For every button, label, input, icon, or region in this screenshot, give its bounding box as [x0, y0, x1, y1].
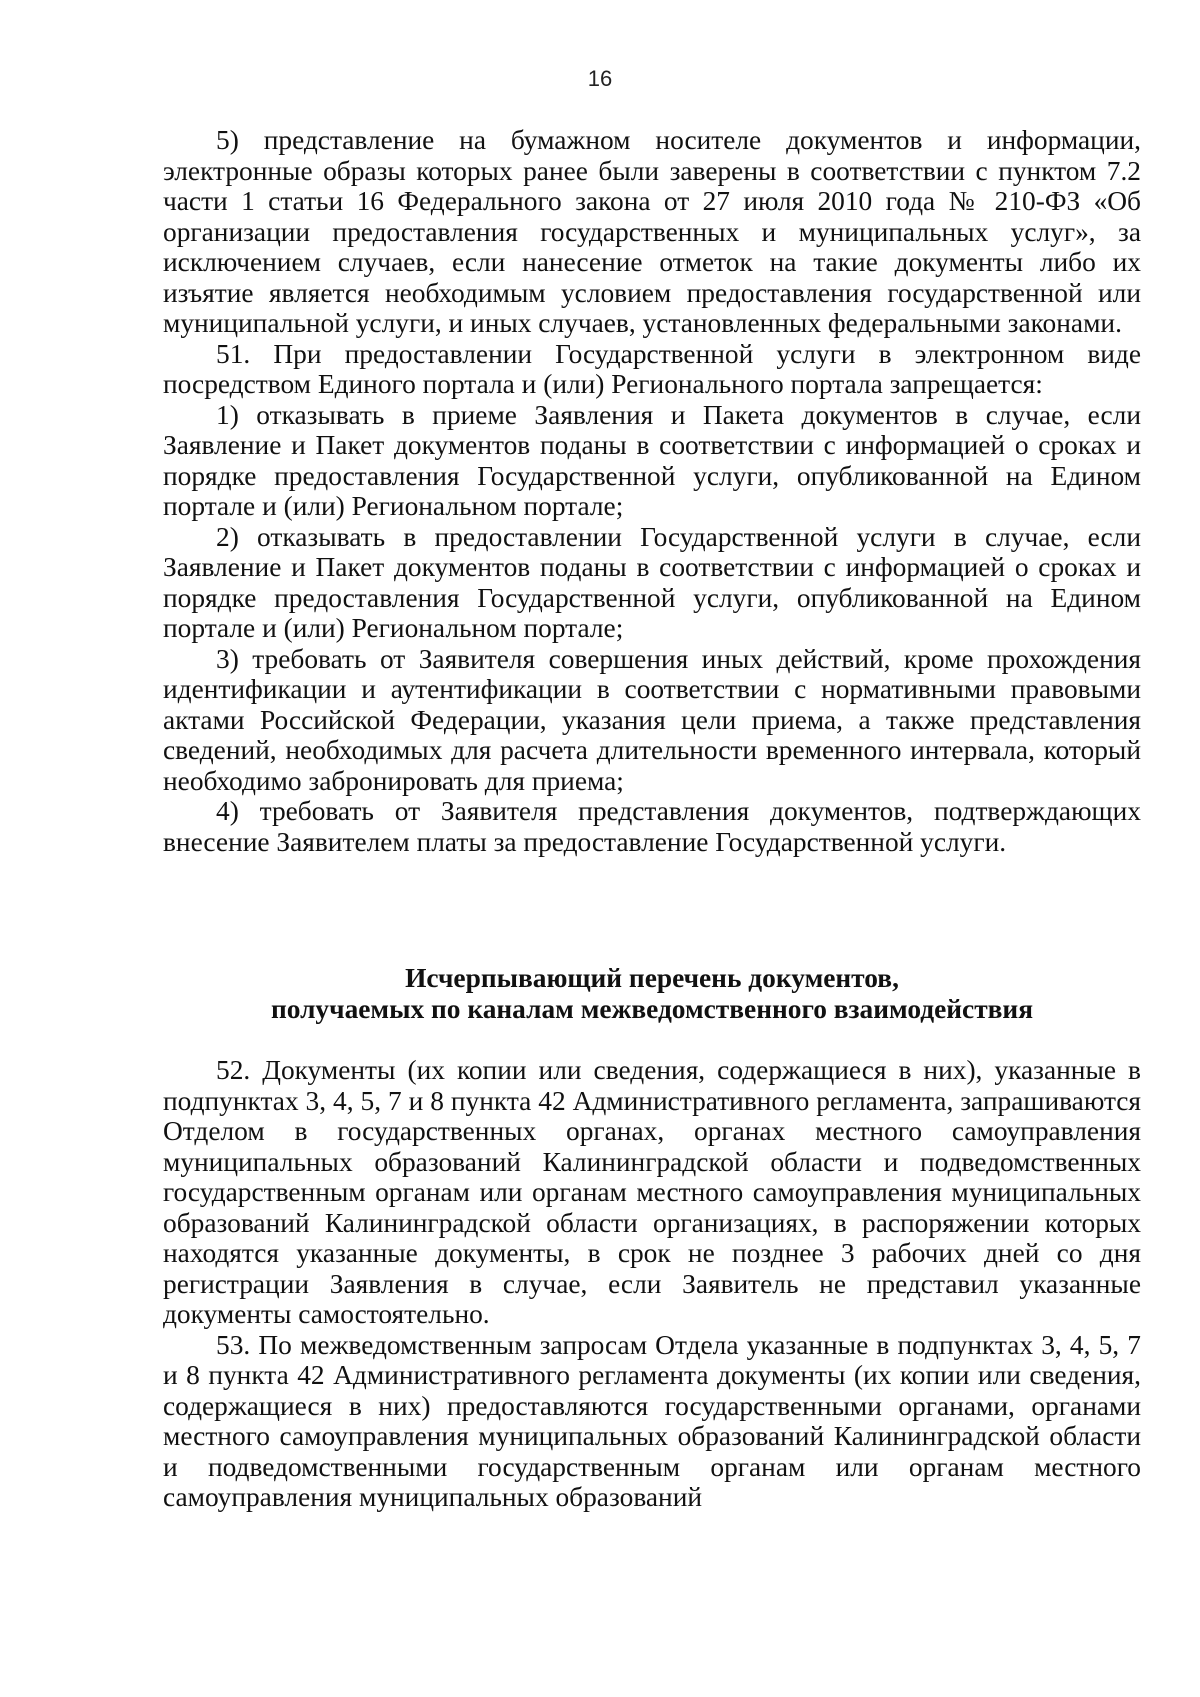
paragraph-51-item-3: 3) требовать от Заявителя совершения иных действий, кроме прохождения идентификации и аутентификации в соответствии с нормативными правовыми актами Российской Федерации, указания цели приема, а также представления сведений, необходимых для расчета длительности временного интервала, который необходимо забронировать для приема; — [163, 643, 1141, 796]
paragraph-51: 51. При предоставлении Государственной услуги в электронном виде посредством Единого портала и (или) Регионального портала запрещается: — [163, 338, 1141, 399]
paragraph-51-item-1: 1) отказывать в приеме Заявления и Пакета документов в случае, если Заявление и Пакет документов поданы в соответствии с информацией о сроках и порядке предоставления Государственной услуги, опубликованной на Едином портале и (или) Региональном портале; — [163, 399, 1141, 521]
body-text-top — [163, 125, 1141, 857]
paragraph-53: 53. По межведомственным запросам Отдела указанные в подпунктах 3, 4, 5, 7 и 8 пункта 42 Административного регламента документы (их копии или сведения, содержащиеся в них) предоставляются государственными органами, органами местного самоуправления муниципальных образований Калининградской области и подведомственными государственным органам или органам местного самоуправления муниципальных образований — [163, 1329, 1141, 1512]
body-text-bottom — [163, 1055, 1141, 1513]
paragraph-item-5: 5) представление на бумажном носителе документов и информации, электронные образы которых ранее были заверены в соответствии с пунктом 7.2 части 1 статьи 16 Федерального закона от 27 июля 2010 года № 210-ФЗ «Об организации предоставления государственных и муниципальных услуг», за исключением случаев, если нанесение отметок на такие документы либо их изъятие является необходимым условием предоставления государственной или муниципальной услуги, и иных случаев, установленных федеральными законами. — [163, 125, 1141, 338]
section-heading — [163, 963, 1141, 1025]
section-heading-line-2: получаемых по каналам межведомственного взаимодействия — [270, 994, 1034, 1024]
paragraph-52: 52. Документы (их копии или сведения, содержащиеся в них), указанные в подпунктах 3, 4, 5, 7 и 8 пункта 42 Административного регламента, запрашиваются Отделом в государственных органах, органах местного самоуправления муниципальных образований Калининградской области и подведомственных государственным органам или органам местного самоуправления муниципальных образований Калининградской области организациях, в распоряжении которых находятся указанные документы, в срок не позднее 3 рабочих дней со дня регистрации Заявления в случае, если Заявитель не представил указанные документы самостоятельно. — [163, 1055, 1141, 1329]
paragraph-51-item-4: 4) требовать от Заявителя представления документов, подтверждающих внесение Заявителем платы за предоставление Государственной услуги. — [163, 796, 1141, 857]
paragraph-51-item-2: 2) отказывать в предоставлении Государственной услуги в случае, если Заявление и Пакет документов поданы в соответствии с информацией о сроках и порядке предоставления Государственной услуги, опубликованной на Едином портале и (или) Региональном портале; — [163, 521, 1141, 643]
page-number: 16 — [587, 66, 613, 91]
section-heading-line-1: Исчерпывающий перечень документов, — [405, 963, 899, 993]
